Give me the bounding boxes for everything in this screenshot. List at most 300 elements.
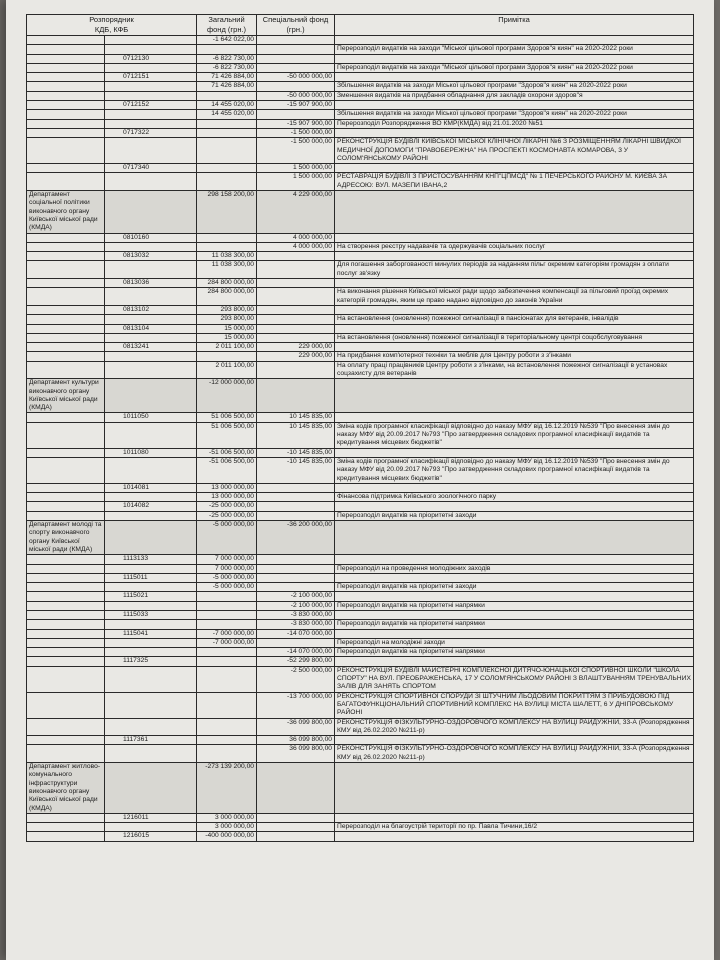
- general-fund-cell: -25 000 000,00: [197, 511, 257, 520]
- table-row: [27, 666, 694, 692]
- kdb-code-cell: [105, 315, 197, 324]
- table-row: [27, 832, 694, 841]
- department-cell: Департамент культури виконавчого органу Київської міської ради (КМДА): [27, 379, 105, 413]
- department-cell: [27, 422, 105, 448]
- kdb-code-cell: 1115011: [105, 573, 197, 582]
- department-cell: [27, 813, 105, 822]
- note-cell: Перерозподіл видатків на пріоритетні напрямки: [335, 648, 694, 657]
- note-cell: Перерозподіл Розпорядження ВО КМР(КМДА) від 21.01.2020 №51: [335, 119, 694, 128]
- note-cell: Перерозподіл видатків на пріоритетні напрямки: [335, 601, 694, 610]
- department-cell: [27, 483, 105, 492]
- special-fund-cell: [257, 252, 335, 261]
- note-cell: На встановлення (оновлення) пожежної сигналізації в пансіонатах для ветеранів, інвалідів: [335, 315, 694, 324]
- table-row: [27, 288, 694, 306]
- kdb-code-cell: [105, 521, 197, 555]
- table-row: [27, 36, 694, 45]
- special-fund-cell: [257, 502, 335, 511]
- special-fund-cell: -3 830 000,00: [257, 611, 335, 620]
- kdb-code-cell: 0712152: [105, 101, 197, 110]
- general-fund-cell: [197, 648, 257, 657]
- department-cell: [27, 128, 105, 137]
- note-cell: Перерозподіл видатків на заходи "Міської цільової програми Здоров"я киян" на 2020-2022 роки: [335, 63, 694, 72]
- document-sheet: [6, 0, 714, 960]
- note-cell: Перерозподіл видатків на пріоритетні заходи: [335, 583, 694, 592]
- table-row: [27, 736, 694, 745]
- department-cell: [27, 63, 105, 72]
- table-row: [27, 718, 694, 736]
- note-cell: Перерозподіл на проведення молодіжних заходів: [335, 564, 694, 573]
- kdb-code-cell: [105, 91, 197, 100]
- kdb-code-cell: [105, 564, 197, 573]
- department-cell: [27, 343, 105, 352]
- note-cell: На оплату праці працівників Центру роботи з з'їнками, на встановлення пожежної сигналізації в установах соцзахисту для ветеранів: [335, 361, 694, 379]
- note-cell: [335, 233, 694, 242]
- special-fund-cell: -14 070 000,00: [257, 648, 335, 657]
- department-cell: [27, 555, 105, 564]
- department-cell: [27, 279, 105, 288]
- department-cell: [27, 54, 105, 63]
- general-fund-cell: [197, 173, 257, 191]
- table-row: [27, 448, 694, 457]
- note-cell: [335, 555, 694, 564]
- note-cell: [335, 343, 694, 352]
- table-row: [27, 823, 694, 832]
- table-row: [27, 413, 694, 422]
- department-cell: [27, 832, 105, 841]
- department-cell: [27, 164, 105, 173]
- table-row: [27, 45, 694, 54]
- note-cell: РЕКОНСТРУКЦІЯ БУДІВЛІ МАЙСТЕРНІ КОМПЛЕКСНОЇ ДИТЯЧО-ЮНАЦЬКОЇ СПОРТИВНОЇ ШКОЛИ "ШКОЛА СПОРТУ" НА ВУЛ. ПРЕОБРАЖЕНСЬКА, 17 У СОЛОМ'ЯНСЬКОМУ РАЙОНІ З ВЛАШТУВАННЯМ ТРЕНУВАЛЬНИХ ЗАЛІВ ДЛЯ ЗАНЯТЬ СПОРТОМ: [335, 666, 694, 692]
- kdb-code-cell: [105, 823, 197, 832]
- table-row: [27, 583, 694, 592]
- kdb-code-cell: [105, 601, 197, 610]
- department-cell: [27, 611, 105, 620]
- department-cell: [27, 361, 105, 379]
- general-fund-cell: 13 000 000,00: [197, 493, 257, 502]
- special-fund-cell: -3 830 000,00: [257, 620, 335, 629]
- kdb-code-cell: [105, 333, 197, 342]
- kdb-code-cell: [105, 191, 197, 233]
- general-fund-cell: [197, 692, 257, 718]
- special-fund-cell: [257, 555, 335, 564]
- table-row: [27, 511, 694, 520]
- table-row: [27, 252, 694, 261]
- table-row: [27, 110, 694, 119]
- general-fund-cell: -7 000 000,00: [197, 629, 257, 638]
- header-note: Примітка: [335, 15, 694, 36]
- kdb-code-cell: 1014081: [105, 483, 197, 492]
- general-fund-cell: -7 000 000,00: [197, 638, 257, 647]
- kdb-code-cell: 0810160: [105, 233, 197, 242]
- special-fund-cell: [257, 638, 335, 647]
- general-fund-cell: [197, 233, 257, 242]
- general-fund-cell: -5 000 000,00: [197, 573, 257, 582]
- general-fund-cell: 7 000 000,00: [197, 564, 257, 573]
- note-cell: [335, 279, 694, 288]
- special-fund-cell: -36 099 800,00: [257, 718, 335, 736]
- kdb-code-cell: 1113133: [105, 555, 197, 564]
- general-fund-cell: 15 000,00: [197, 324, 257, 333]
- table-row: [27, 611, 694, 620]
- special-fund-cell: -50 000 000,00: [257, 73, 335, 82]
- note-cell: Перерозподіл видатків на пріоритетні заходи: [335, 511, 694, 520]
- table-row: [27, 242, 694, 251]
- note-cell: Зменшення видатків на придбання обладнання для закладів охорони здоров"я: [335, 91, 694, 100]
- table-row: [27, 648, 694, 657]
- general-fund-cell: 2 011 100,00: [197, 343, 257, 352]
- table-row: [27, 63, 694, 72]
- note-cell: [335, 191, 694, 233]
- note-cell: На виконання рішення Київської міської ради щодо забезпечення компенсації за пільговий проїзд окремих категорій громадян, яким це право надано відповідно до законів України: [335, 288, 694, 306]
- kdb-code-cell: 1011080: [105, 448, 197, 457]
- table-row: [27, 333, 694, 342]
- kdb-code-cell: [105, 110, 197, 119]
- table-body: [27, 36, 694, 842]
- special-fund-cell: -10 145 835,00: [257, 457, 335, 483]
- kdb-code-cell: [105, 666, 197, 692]
- general-fund-cell: 3 000 000,00: [197, 813, 257, 822]
- general-fund-cell: [197, 91, 257, 100]
- note-cell: Перерозподіл видатків на пріоритетні напрямки: [335, 620, 694, 629]
- note-cell: На створення реєстру надавачів та одержувачів соціальних послуг: [335, 242, 694, 251]
- general-fund-cell: -51 006 500,00: [197, 448, 257, 457]
- general-fund-cell: 293 800,00: [197, 305, 257, 314]
- general-fund-cell: 11 038 300,00: [197, 252, 257, 261]
- special-fund-cell: [257, 54, 335, 63]
- table-row: [27, 457, 694, 483]
- table-row: [27, 54, 694, 63]
- general-fund-cell: 293 800,00: [197, 315, 257, 324]
- kdb-code-cell: 0813036: [105, 279, 197, 288]
- kdb-code-cell: [105, 493, 197, 502]
- note-cell: [335, 379, 694, 413]
- department-cell: [27, 138, 105, 164]
- kdb-code-cell: 1115021: [105, 592, 197, 601]
- kdb-code-cell: [105, 242, 197, 251]
- note-cell: Для погашення заборгованості минулих періодів за наданням пільг окремим категоріям громадян з оплати послуг зв'язку: [335, 261, 694, 279]
- table-row: [27, 422, 694, 448]
- table-row: [27, 279, 694, 288]
- department-cell: [27, 288, 105, 306]
- kdb-code-cell: 1216015: [105, 832, 197, 841]
- note-cell: Перерозподіл видатків на заходи "Міської цільової програми Здоров"я киян" на 2020-2022 роки: [335, 45, 694, 54]
- special-fund-cell: [257, 45, 335, 54]
- general-fund-cell: [197, 666, 257, 692]
- header-rozporyadnyk: [27, 15, 197, 36]
- department-cell: [27, 502, 105, 511]
- kdb-code-cell: 1115041: [105, 629, 197, 638]
- table-row: [27, 379, 694, 413]
- header-special-fund: Спеціальний фонд (грн.): [257, 15, 335, 36]
- department-cell: [27, 119, 105, 128]
- note-cell: Зміна кодів програмної класифікації відповідно до наказу МФУ від 16.12.2019 №539 "Про внесення змін до наказу МФУ від 20.09.2017 №793 "Про затвердження складових програмної класифікації видатків та кредитування місцевих бюджетів": [335, 457, 694, 483]
- kdb-code-cell: [105, 173, 197, 191]
- note-cell: [335, 611, 694, 620]
- kdb-code-cell: 1117361: [105, 736, 197, 745]
- note-cell: [335, 763, 694, 814]
- kdb-code-cell: 0813102: [105, 305, 197, 314]
- note-cell: Збільшення видатків на заходи Міської цільової програми "Здоров"я киян" на 2020-2022 роки: [335, 110, 694, 119]
- special-fund-cell: -36 200 000,00: [257, 521, 335, 555]
- department-cell: [27, 648, 105, 657]
- department-cell: [27, 110, 105, 119]
- special-fund-cell: 36 099 800,00: [257, 736, 335, 745]
- special-fund-cell: [257, 82, 335, 91]
- kdb-code-cell: [105, 288, 197, 306]
- general-fund-cell: -5 000 000,00: [197, 521, 257, 555]
- table-row: [27, 573, 694, 582]
- header-kdb-label: КДБ, КФБ: [94, 25, 129, 34]
- table-row: [27, 343, 694, 352]
- department-cell: Департамент житлово-комунального інфраструктури виконавчого органу Київської міської ради (КМДА): [27, 763, 105, 814]
- table-row: [27, 763, 694, 814]
- note-cell: [335, 36, 694, 45]
- department-cell: [27, 352, 105, 361]
- kdb-code-cell: 0712151: [105, 73, 197, 82]
- note-cell: [335, 483, 694, 492]
- kdb-code-cell: 1216011: [105, 813, 197, 822]
- special-fund-cell: [257, 763, 335, 814]
- kdb-code-cell: 1014082: [105, 502, 197, 511]
- general-fund-cell: [197, 657, 257, 666]
- department-cell: [27, 620, 105, 629]
- note-cell: РЕКОНСТРУКЦІЯ ФІЗКУЛЬТУРНО-ОЗДОРОВЧОГО КОМПЛЕКСУ НА ВУЛИЦІ РАЙДУЖНІЙ, 33-А (Розпорядження КМУ від 26.02.2020 №211-р): [335, 718, 694, 736]
- special-fund-cell: [257, 110, 335, 119]
- department-cell: [27, 261, 105, 279]
- table-row: [27, 173, 694, 191]
- general-fund-cell: 51 006 500,00: [197, 413, 257, 422]
- special-fund-cell: [257, 511, 335, 520]
- general-fund-cell: -6 822 730,00: [197, 63, 257, 72]
- department-cell: [27, 242, 105, 251]
- kdb-code-cell: [105, 620, 197, 629]
- header-rozporyadnyk-label: Розпорядник: [89, 15, 134, 24]
- general-fund-cell: [197, 745, 257, 763]
- department-cell: [27, 315, 105, 324]
- general-fund-cell: [197, 164, 257, 173]
- kdb-code-cell: 1011050: [105, 413, 197, 422]
- note-cell: [335, 629, 694, 638]
- special-fund-cell: -2 500 000,00: [257, 666, 335, 692]
- general-fund-cell: -25 000 000,00: [197, 502, 257, 511]
- special-fund-cell: [257, 333, 335, 342]
- kdb-code-cell: 0813032: [105, 252, 197, 261]
- general-fund-cell: 284 800 000,00: [197, 288, 257, 306]
- kdb-code-cell: 0813104: [105, 324, 197, 333]
- kdb-code-cell: [105, 422, 197, 448]
- general-fund-cell: 11 038 300,00: [197, 261, 257, 279]
- special-fund-cell: [257, 36, 335, 45]
- department-cell: Департамент молоді та спорту виконавчого органу Київської міської ради (КМДА): [27, 521, 105, 555]
- kdb-code-cell: 1115033: [105, 611, 197, 620]
- budget-table: [26, 14, 694, 842]
- general-fund-cell: [197, 620, 257, 629]
- special-fund-cell: -14 070 000,00: [257, 629, 335, 638]
- note-cell: [335, 101, 694, 110]
- table-row: [27, 564, 694, 573]
- kdb-code-cell: 0717322: [105, 128, 197, 137]
- note-cell: РЕКОНСТРУКЦІЯ БУДІВЛІ КИЇВСЬКОЇ МІСЬКОЇ КЛІНІЧНОЇ ЛІКАРНІ №6 З РОЗМІЩЕННЯМ ЛІКАРНІ ШВИДКОЇ МЕДИЧНОЇ ДОПОМОГИ "ПРАВОБЕРЕЖНА" НА ПРОСПЕКТІ КОСМОНАВТА КОМАРОВА, 3 У СОЛОМ'ЯНСЬКОМУ РАЙОНІ: [335, 138, 694, 164]
- special-fund-cell: [257, 832, 335, 841]
- kdb-code-cell: [105, 45, 197, 54]
- table-row: [27, 324, 694, 333]
- special-fund-cell: 10 145 835,00: [257, 413, 335, 422]
- special-fund-cell: [257, 379, 335, 413]
- special-fund-cell: 10 145 835,00: [257, 422, 335, 448]
- general-fund-cell: 15 000,00: [197, 333, 257, 342]
- department-cell: [27, 692, 105, 718]
- note-cell: Фінансова підтримка Київського зоологічного парку: [335, 493, 694, 502]
- note-cell: РЕКОНСТРУКЦІЯ СПОРТИВНОЇ СПОРУДИ ЗІ ШТУЧНИМ ЛЬОДОВИМ ПОКРИТТЯМ З ПРИБУДОВОЮ ПІД БАГАТОФУНКЦІОНАЛЬНИЙ СПОРТИВНИЙ КОМПЛЕКС НА ВУЛИЦІ МІСТА ШАЛЕТТ, 6 У ДНІПРОВСЬКОМУ РАЙОНІ: [335, 692, 694, 718]
- special-fund-cell: 229 000,00: [257, 352, 335, 361]
- note-cell: [335, 413, 694, 422]
- table-row: [27, 82, 694, 91]
- kdb-code-cell: 0717340: [105, 164, 197, 173]
- table-row: [27, 521, 694, 555]
- special-fund-cell: -15 907 900,00: [257, 119, 335, 128]
- special-fund-cell: [257, 823, 335, 832]
- general-fund-cell: 2 011 100,00: [197, 361, 257, 379]
- special-fund-cell: -2 100 000,00: [257, 592, 335, 601]
- department-cell: [27, 592, 105, 601]
- special-fund-cell: -15 907 900,00: [257, 101, 335, 110]
- note-cell: Перерозподіл на молодіжні заходи: [335, 638, 694, 647]
- general-fund-cell: 13 000 000,00: [197, 483, 257, 492]
- general-fund-cell: -273 139 200,00: [197, 763, 257, 814]
- special-fund-cell: [257, 324, 335, 333]
- special-fund-cell: 4 000 000,00: [257, 233, 335, 242]
- table-row: [27, 101, 694, 110]
- general-fund-cell: [197, 128, 257, 137]
- department-cell: [27, 583, 105, 592]
- kdb-code-cell: [105, 763, 197, 814]
- note-cell: [335, 324, 694, 333]
- general-fund-cell: [197, 242, 257, 251]
- note-cell: [335, 164, 694, 173]
- general-fund-cell: [197, 611, 257, 620]
- kdb-code-cell: [105, 648, 197, 657]
- table-row: [27, 261, 694, 279]
- department-cell: [27, 324, 105, 333]
- special-fund-cell: -1 500 000,00: [257, 128, 335, 137]
- special-fund-cell: -50 000 000,00: [257, 91, 335, 100]
- special-fund-cell: [257, 305, 335, 314]
- kdb-code-cell: [105, 511, 197, 520]
- note-cell: РЕКОНСТРУКЦІЯ ФІЗКУЛЬТУРНО-ОЗДОРОВЧОГО КОМПЛЕКСУ НА ВУЛИЦІ РАЙДУЖНІЙ, 33-А (Розпорядження КМУ від 26.02.2020 №211-р): [335, 745, 694, 763]
- general-fund-cell: 14 455 020,00: [197, 101, 257, 110]
- special-fund-cell: -2 100 000,00: [257, 601, 335, 610]
- general-fund-cell: [197, 601, 257, 610]
- general-fund-cell: [197, 736, 257, 745]
- general-fund-cell: 14 455 020,00: [197, 110, 257, 119]
- kdb-code-cell: [105, 457, 197, 483]
- general-fund-cell: -12 000 000,00: [197, 379, 257, 413]
- special-fund-cell: [257, 288, 335, 306]
- department-cell: [27, 333, 105, 342]
- note-cell: Зміна кодів програмної класифікації відповідно до наказу МФУ від 16.12.2019 №539 "Про внесення змін до наказу МФУ від 20.09.2017 №793 "Про затвердження складових програмної класифікації видатків та кредитування місцевих бюджетів": [335, 422, 694, 448]
- general-fund-cell: 284 800 000,00: [197, 279, 257, 288]
- general-fund-cell: -400 000 000,00: [197, 832, 257, 841]
- special-fund-cell: [257, 583, 335, 592]
- note-cell: [335, 252, 694, 261]
- department-cell: Департамент соціальної політики виконавчого органу Київської міської ради (КМДА): [27, 191, 105, 233]
- note-cell: Збільшення видатків на заходи Міської цільової програми "Здоров"я киян" на 2020-2022 роки: [335, 82, 694, 91]
- note-cell: [335, 736, 694, 745]
- kdb-code-cell: [105, 63, 197, 72]
- note-cell: [335, 573, 694, 582]
- kdb-code-cell: [105, 119, 197, 128]
- table-row: [27, 352, 694, 361]
- special-fund-cell: 1 500 000,00: [257, 173, 335, 191]
- table-row: [27, 164, 694, 173]
- general-fund-cell: -6 822 730,00: [197, 54, 257, 63]
- special-fund-cell: 36 099 800,00: [257, 745, 335, 763]
- special-fund-cell: [257, 261, 335, 279]
- table-row: [27, 620, 694, 629]
- special-fund-cell: -1 500 000,00: [257, 138, 335, 164]
- general-fund-cell: 51 006 500,00: [197, 422, 257, 448]
- general-fund-cell: -51 006 500,00: [197, 457, 257, 483]
- general-fund-cell: -1 642 022,00: [197, 36, 257, 45]
- general-fund-cell: 71 426 884,00: [197, 82, 257, 91]
- department-cell: [27, 413, 105, 422]
- table-row: [27, 73, 694, 82]
- special-fund-cell: [257, 361, 335, 379]
- general-fund-cell: 298 158 200,00: [197, 191, 257, 233]
- table-row: [27, 191, 694, 233]
- special-fund-cell: [257, 493, 335, 502]
- general-fund-cell: 7 000 000,00: [197, 555, 257, 564]
- table-row: [27, 315, 694, 324]
- department-cell: [27, 629, 105, 638]
- department-cell: [27, 736, 105, 745]
- kdb-code-cell: [105, 138, 197, 164]
- general-fund-cell: [197, 138, 257, 164]
- table-row: [27, 813, 694, 822]
- table-row: [27, 592, 694, 601]
- department-cell: [27, 252, 105, 261]
- kdb-code-cell: [105, 638, 197, 647]
- department-cell: [27, 457, 105, 483]
- note-cell: На встановлення (оновлення) пожежної сигналізації в територіальному центрі соцобслуговування: [335, 333, 694, 342]
- kdb-code-cell: [105, 745, 197, 763]
- department-cell: [27, 173, 105, 191]
- special-fund-cell: [257, 483, 335, 492]
- kdb-code-cell: [105, 261, 197, 279]
- department-cell: [27, 45, 105, 54]
- department-cell: [27, 745, 105, 763]
- special-fund-cell: 229 000,00: [257, 343, 335, 352]
- table-row: [27, 502, 694, 511]
- table-row: [27, 657, 694, 666]
- note-cell: [335, 657, 694, 666]
- department-cell: [27, 601, 105, 610]
- table-row: [27, 601, 694, 610]
- note-cell: [335, 502, 694, 511]
- special-fund-cell: [257, 573, 335, 582]
- kdb-code-cell: 0712130: [105, 54, 197, 63]
- general-fund-cell: [197, 718, 257, 736]
- special-fund-cell: 4 000 000,00: [257, 242, 335, 251]
- general-fund-cell: 3 000 000,00: [197, 823, 257, 832]
- special-fund-cell: [257, 63, 335, 72]
- department-cell: [27, 91, 105, 100]
- kdb-code-cell: [105, 379, 197, 413]
- department-cell: [27, 73, 105, 82]
- kdb-code-cell: [105, 36, 197, 45]
- table-row: [27, 128, 694, 137]
- general-fund-cell: 71 426 884,00: [197, 73, 257, 82]
